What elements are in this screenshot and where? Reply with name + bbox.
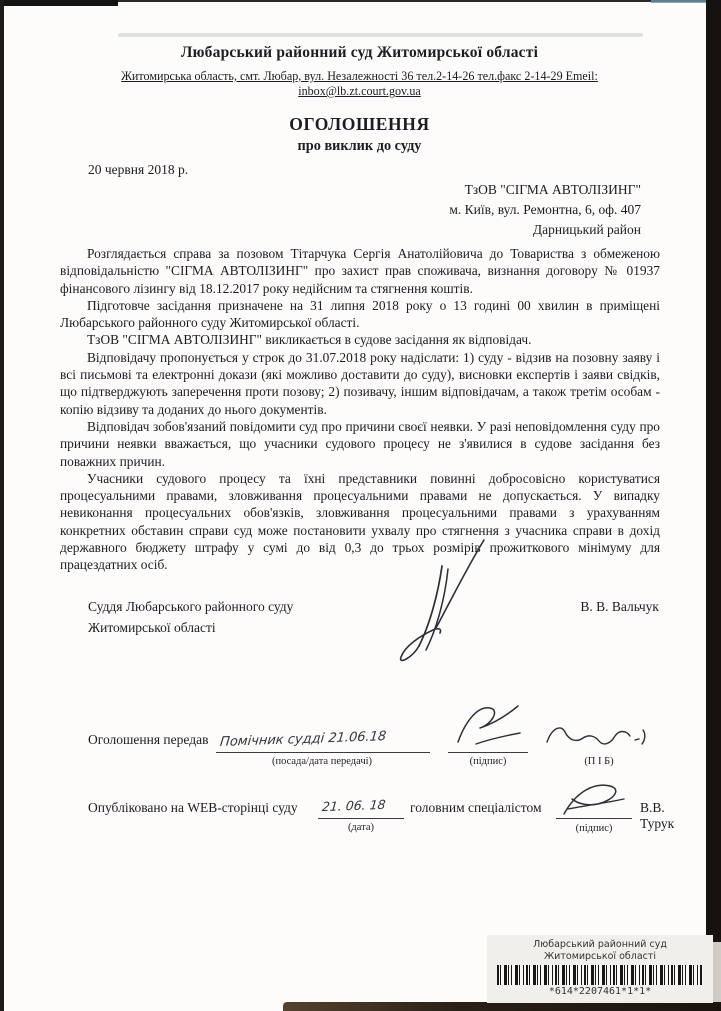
document-subtitle: про виклик до суду (297, 138, 422, 154)
court-name: Любарський районний суд Житомирської області (180, 44, 539, 61)
publication-handwritten-date: 21. 06. 18 (321, 796, 387, 815)
addressee-address: м. Київ, вул. Ремонтна, 6, оф. 407 (449, 202, 641, 217)
scan-edge-top-right-tint (651, 0, 706, 3)
addressee-district: Дарницький район (532, 222, 641, 237)
transfer-signature (452, 702, 524, 748)
publication-label-middle: головним спеціалістом (410, 800, 542, 815)
barcode-court-line2: Житомирської області (543, 951, 657, 962)
title-block (60, 114, 659, 155)
barcode-court-line1: Любарський районний суд (533, 939, 667, 950)
transfer-signature-line (448, 702, 528, 753)
scan-smudge (118, 33, 643, 37)
publication-caption-signature: (підпис) (575, 823, 613, 834)
paragraph-absence: Відповідач зобов'язаний повідомити суд про причини своєї неявки. У разі неповідомлення суду про причини неявки вважається, що учасники судового процесу не з'явилися в судове засідання без поважних причин. (60, 418, 660, 469)
paragraph-obligations: Учасники судового процесу та їхні представники повинні добросовісно користуватися процесуальними правами, зловживання процесуальними правами не допускається. У випадку невиконання процесуальних обов'язків, зловживання процесуальними правами з урахуванням конкретних обставин справи суд може постановити ухвалу про стягнення з учасника справи в дохід державного бюджету штрафу у сумі до від 0,3 до трьох розмірів прожиткового мінімуму для працездатних осіб. (60, 470, 660, 573)
judge-position-line2: Житомирської області (88, 620, 216, 635)
judge-position-line1: Суддя Любарського районного суду (88, 599, 294, 614)
judge-name: В. В. Вальчук (580, 599, 659, 614)
transfer-caption-position: (посада/дата передачі) (271, 756, 373, 767)
judge-block (88, 596, 659, 638)
transfer-name-handwriting (543, 720, 653, 750)
paragraph-deadline: Відповідачу пропонується у строк до 31.07.2018 року надіслати: 1) суду - відзив на позовну заяву і всі письмові та електронні докази (які можливо доставити до суду), висновки експертів і заяви свідків, що підтверджують заперечення проти позову; 2) позивачу, іншим відповідачам, а також третім особам - копію відзиву та доданих до нього документів. (60, 349, 660, 417)
transfer-caption-name: (П І Б) (584, 756, 614, 767)
scan-edge-top-left (0, 0, 118, 6)
transfer-label: Оголошення передав (88, 732, 209, 747)
scan-edge-right (706, 0, 721, 942)
scan-edge-left (0, 0, 4, 1011)
addressee-company: ТзОВ "СІГМА АВТОЛІЗИНГ" (464, 182, 641, 197)
barcode-icon (497, 965, 703, 985)
transfer-position-line (216, 724, 430, 753)
court-header (60, 44, 659, 99)
publication-date-line (318, 794, 404, 819)
paragraph-case: Розглядається справа за позовом Тітарчука Сергія Анатолійовича до Товариства з обмеженою відповідальністю "СІГМА АВТОЛІЗИНГ" про захист прав споживача, визнання договору № 01937 фінансового лізингу від 18.12.2017 року недійсним та стягнення коштів. (60, 246, 660, 296)
issue-date: 20 червня 2018 р. (88, 162, 189, 177)
transfer-block (88, 722, 659, 780)
paragraph-hearing: Підготовче засідання призначене на 31 липня 2018 року о 13 годині 00 хвилин в приміщені Любарського районного суду Житомирської області. (60, 297, 660, 331)
body-text (60, 245, 660, 574)
barcode-code-text: *614*2207461*1*1* (548, 986, 652, 997)
publication-label: Опубліковано на WEB-сторінці суду (88, 800, 298, 815)
transfer-caption-signature: (підпис) (469, 756, 507, 767)
addressee-block (449, 180, 641, 240)
court-contact-line: Житомирська область, смт. Любар, вул. Незалежності 36 тел.2-14-26 тел.факс 2-14-29 Emeil: inbox@lb.zt.court.gov.ua (121, 69, 598, 98)
specialist-name: В.В. Турук (640, 800, 675, 831)
transfer-name-line (543, 720, 655, 752)
barcode-label (487, 935, 713, 1003)
scan-edge-bottom (283, 1002, 721, 1011)
specialist-signature (558, 778, 628, 818)
publication-signature-line (556, 792, 632, 819)
transfer-handwritten-note: Помічник судді 21.06.18 (219, 729, 387, 750)
publication-block (88, 792, 675, 844)
paragraph-summons: ТзОВ "СІГМА АВТОЛІЗИНГ" викликається в судове засідання як відповідач. (87, 332, 532, 348)
document-title: ОГОЛОШЕННЯ (289, 114, 430, 134)
judge-signature (388, 536, 488, 668)
publication-caption-date: (дата) (347, 822, 375, 833)
